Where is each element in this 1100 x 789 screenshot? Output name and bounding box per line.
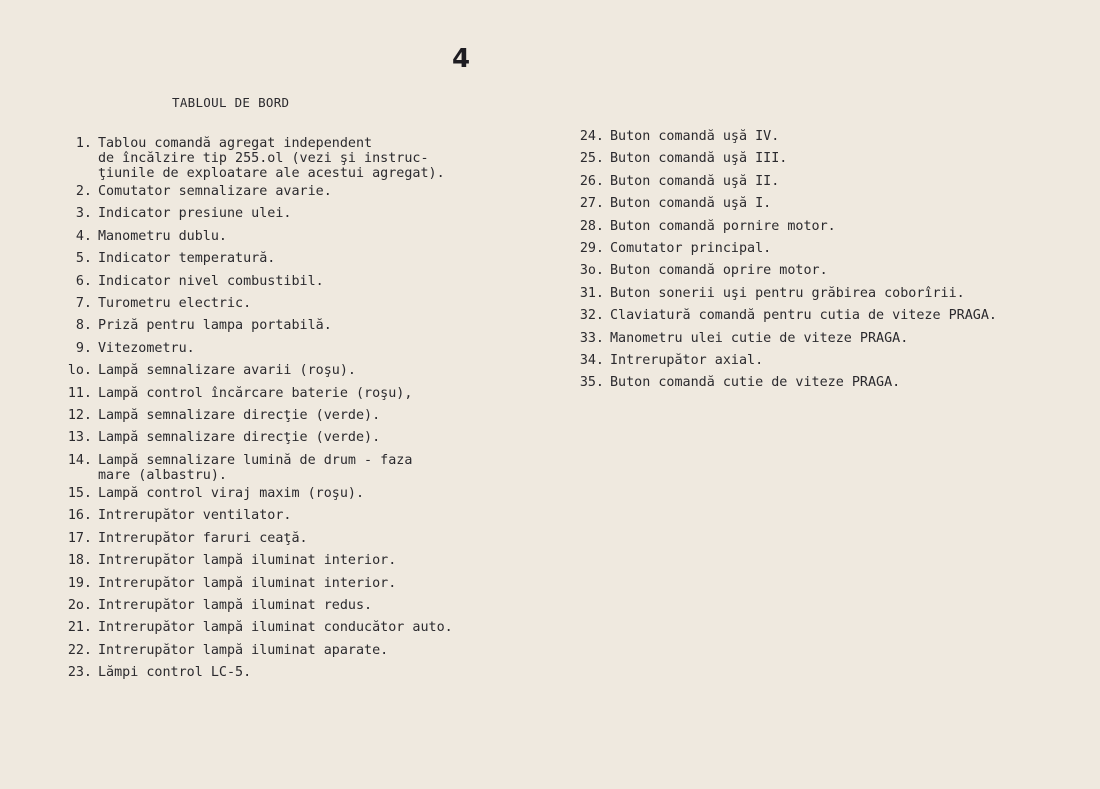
legend-item-text: Intrerupător lampă iluminat interior. [98,553,397,569]
legend-item [62,550,453,572]
legend-item-number: 21. [67,620,92,636]
legend-item-number: 27. [579,196,604,212]
page-number: 4 [452,44,471,74]
legend-item-text: Comutator semnalizare avarie. [98,184,332,199]
legend-item [62,640,453,662]
legend-item-number: 11. [67,385,92,401]
legend-item-number: 17. [67,530,92,546]
legend-item [62,662,453,684]
legend-item-number: 26. [579,173,604,189]
legend-item [574,216,997,238]
legend-item-text: Manometru dublu. [98,228,227,244]
legend-item-number: 35. [579,375,604,391]
legend-item-number: 9. [75,340,92,356]
legend-item-number: 12. [67,408,92,424]
legend-item-number: 2o. [67,597,92,613]
legend-item-text: Intrerupător faruri ceaţă. [98,530,308,546]
legend-item-number: 23. [67,665,92,681]
legend-item-number: 15. [67,485,92,501]
legend-item-text: Lampă control viraj maxim (roşu). [98,485,365,501]
legend-item-text: Intrerupător lampă iluminat redus. [98,597,373,613]
legend-item [62,360,453,382]
legend-item [62,181,453,203]
legend-item-number: 1. [75,136,92,151]
legend-item-text: Intrerupător lampă iluminat interior. [98,575,397,591]
legend-item-number: 33. [579,330,604,346]
legend-item [574,328,997,350]
legend-item [574,238,997,260]
legend-list-right [574,126,997,395]
legend-item-number: 34. [579,353,604,369]
legend-item-text: Lămpi control LC-5. [98,665,252,681]
legend-item-text: Indicator presiune ulei. [98,206,292,222]
legend-item [62,617,453,639]
legend-item-text: Buton comandă uşă II. [610,173,780,189]
legend-item-number: 25. [579,151,604,167]
legend-item-text: Lampă semnalizare lumină de drum - faza mare (albastru). [98,452,413,483]
legend-item [62,427,453,449]
legend-item-text: Buton comandă uşă IV. [610,129,780,144]
legend-item-number: 28. [579,218,604,234]
legend-item [62,505,453,527]
legend-item [62,573,453,595]
legend-item-text: Tablou comandă agregat independent de încălzire tip 255.ol (vezi şi instruc- ţiunile de exploatare ale acestui agregat). [98,136,445,181]
document-title: TABLOUL DE BORD [172,95,290,110]
legend-item-number: 3. [75,206,92,222]
legend-item [62,271,453,293]
legend-item-number: 18. [67,553,92,569]
legend-item-text: Claviatură comandă pentru cutia de viteze PRAGA. [610,308,997,324]
legend-item-text: Indicator temperatură. [98,251,276,267]
legend-item [574,350,997,372]
legend-item [62,595,453,617]
legend-item [62,450,453,483]
legend-item-number: 4. [75,228,92,244]
legend-item [574,372,997,394]
legend-item-number: 5. [75,251,92,267]
legend-item [574,148,997,170]
legend-item-text: Buton comandă cutie de viteze PRAGA. [610,375,901,391]
legend-item-number: 8. [75,318,92,334]
legend-item-text: Turometru electric. [98,296,252,312]
legend-item-text: Priză pentru lampa portabilă. [98,318,332,334]
legend-item [62,293,453,315]
legend-item-text: Vitezometru. [98,340,195,356]
legend-item-text: Intrerupător lampă iluminat conducător auto. [98,620,453,636]
legend-item-text: Intrerupător ventilator. [98,508,292,524]
legend-item-number: 31. [579,285,604,301]
legend-item-number: 13. [67,430,92,446]
legend-item [62,315,453,337]
legend-item [62,405,453,427]
legend-item-text: Buton comandă uşă I. [610,196,772,212]
legend-item-text: Indicator nivel combustibil. [98,273,324,289]
legend-item-text: Intrerupător axial. [610,353,764,369]
legend-item-text: Buton comandă pornire motor. [610,218,836,234]
legend-item-text: Buton sonerii uşi pentru grăbirea coborîrii. [610,285,965,301]
legend-item-text: Comutator principal. [610,241,772,257]
legend-item-text: Buton comandă uşă III. [610,151,788,167]
legend-item [62,483,453,505]
legend-item-text: Lampă control încărcare baterie (roşu), [98,385,413,401]
legend-item-number: 19. [67,575,92,591]
legend-item [574,171,997,193]
legend-item [574,305,997,327]
legend-item-number: 6. [75,273,92,289]
legend-item-text: Manometru ulei cutie de viteze PRAGA. [610,330,909,346]
legend-item-number: 2. [75,184,92,199]
legend-item-text: Buton comandă oprire motor. [610,263,828,279]
legend-item [62,528,453,550]
legend-item [62,226,453,248]
legend-item [574,126,997,148]
legend-item [62,383,453,405]
legend-item [574,193,997,215]
legend-item-number: 32. [579,308,604,324]
legend-item-text: Lampă semnalizare direcţie (verde). [98,408,381,424]
legend-item [574,260,997,282]
legend-item-number: 3o. [579,263,604,279]
legend-item [574,283,997,305]
legend-item [62,338,453,360]
legend-item [62,203,453,225]
legend-item-number: 29. [579,241,604,257]
legend-item-text: Lampă semnalizare avarii (roşu). [98,363,356,379]
legend-item-number: 16. [67,508,92,524]
legend-list-left [62,133,453,685]
legend-item [62,133,453,181]
legend-item-number: 14. [67,452,92,468]
legend-item-text: Lampă semnalizare direcţie (verde). [98,430,381,446]
legend-item-number: 24. [579,129,604,144]
legend-item-text: Intrerupător lampă iluminat aparate. [98,642,389,658]
legend-item [62,248,453,270]
legend-item-number: 22. [67,642,92,658]
legend-item-number: lo. [67,363,92,379]
legend-item-number: 7. [75,296,92,312]
